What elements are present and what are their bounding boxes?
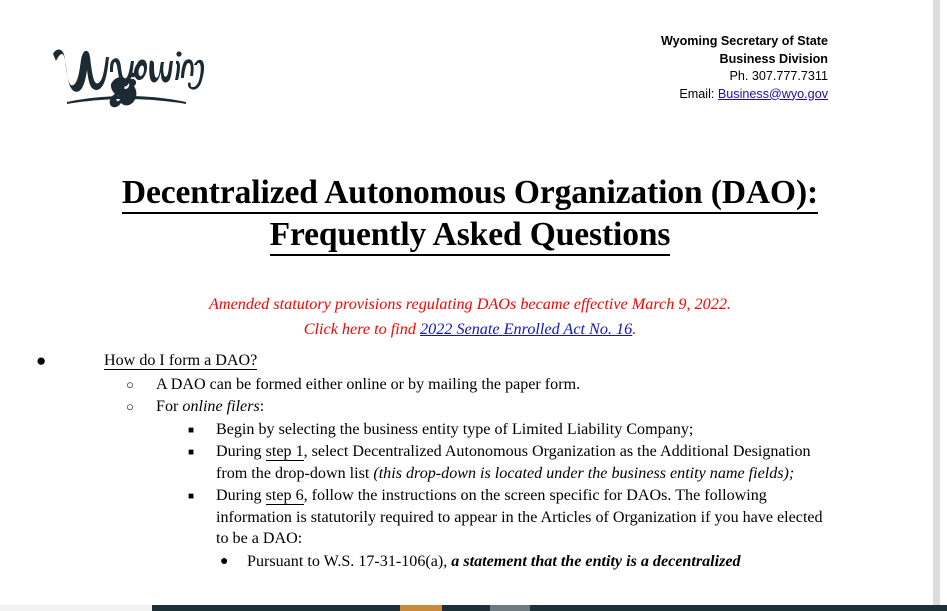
agency-phone: Ph. 307.777.7311: [729, 69, 828, 83]
senate-act-link[interactable]: 2022 Senate Enrolled Act No. 16: [420, 320, 633, 338]
title-line-1: Decentralized Autonomous Organization (DAO):: [0, 172, 940, 214]
list-item: [0, 350, 940, 372]
answer-text: For online filers:: [156, 398, 265, 415]
notice-prefix: Click here to find: [303, 320, 421, 338]
list-item: [0, 441, 940, 484]
scroll-gutter[interactable]: [933, 0, 940, 605]
notice-line-2: [0, 317, 940, 342]
list-item: [0, 551, 940, 573]
agency-contact-block: [661, 33, 828, 103]
os-taskbar[interactable]: [0, 605, 947, 611]
faq-question-heading: How do I form a DAO?: [104, 352, 258, 369]
list-item: [0, 374, 940, 396]
list-item: [0, 396, 940, 418]
agency-name: Wyoming Secretary of State: [660, 34, 828, 48]
step-6-reference: step 6: [265, 487, 304, 504]
step-text: Begin by selecting the business entity type of Limited Liability Company;: [216, 420, 694, 438]
statute-requirement-text: Pursuant to W.S. 17-31-106(a), a statement that the entity is a decentralized: [247, 552, 741, 570]
step-1-reference: step 1: [265, 443, 304, 460]
bullet-disc-icon: ●: [36, 351, 47, 370]
statutory-notice: [0, 292, 940, 342]
bullet-circle-icon: ○: [126, 376, 134, 392]
taskbar-background[interactable]: [152, 605, 947, 611]
taskbar-active-app-indicator[interactable]: [400, 605, 442, 611]
bullet-disc-icon: ●: [220, 553, 229, 569]
title-line-2: Frequently Asked Questions: [0, 214, 940, 256]
list-item: [0, 419, 940, 441]
taskbar-app-indicator[interactable]: [490, 605, 530, 611]
notice-suffix: .: [632, 320, 637, 338]
document-header: [0, 0, 940, 150]
bullet-square-icon: ■: [188, 447, 195, 458]
page-title: [0, 172, 940, 256]
faq-content: [0, 350, 940, 572]
list-item: [0, 485, 940, 550]
email-link[interactable]: Business@wyo.gov: [717, 86, 828, 101]
step-text: During step 1, select Decentralized Autonomous Organization as the Additional Designation from the drop-down list (this drop-down is located under the business entity name fields);: [216, 443, 811, 482]
answer-text: A DAO can be formed either online or by mailing the paper form.: [156, 375, 581, 393]
agency-email-line: [661, 86, 828, 104]
bullet-circle-icon: ○: [126, 399, 134, 414]
step-text: During step 6, follow the instructions on the screen specific for DAOs. The following information is statutorily required to appear in the Articles of Organization if you have elected to be a DAO:: [216, 487, 823, 547]
bullet-square-icon: ■: [188, 424, 195, 436]
email-label: Email:: [679, 86, 715, 101]
bullet-square-icon: ■: [188, 491, 195, 502]
agency-division: Business Division: [719, 51, 828, 66]
notice-line-1: Amended statutory provisions regulating DAOs became effective March 9, 2022.: [209, 295, 731, 313]
wyoming-state-logo: [45, 28, 207, 120]
taskbar-left-pane: [0, 605, 152, 611]
